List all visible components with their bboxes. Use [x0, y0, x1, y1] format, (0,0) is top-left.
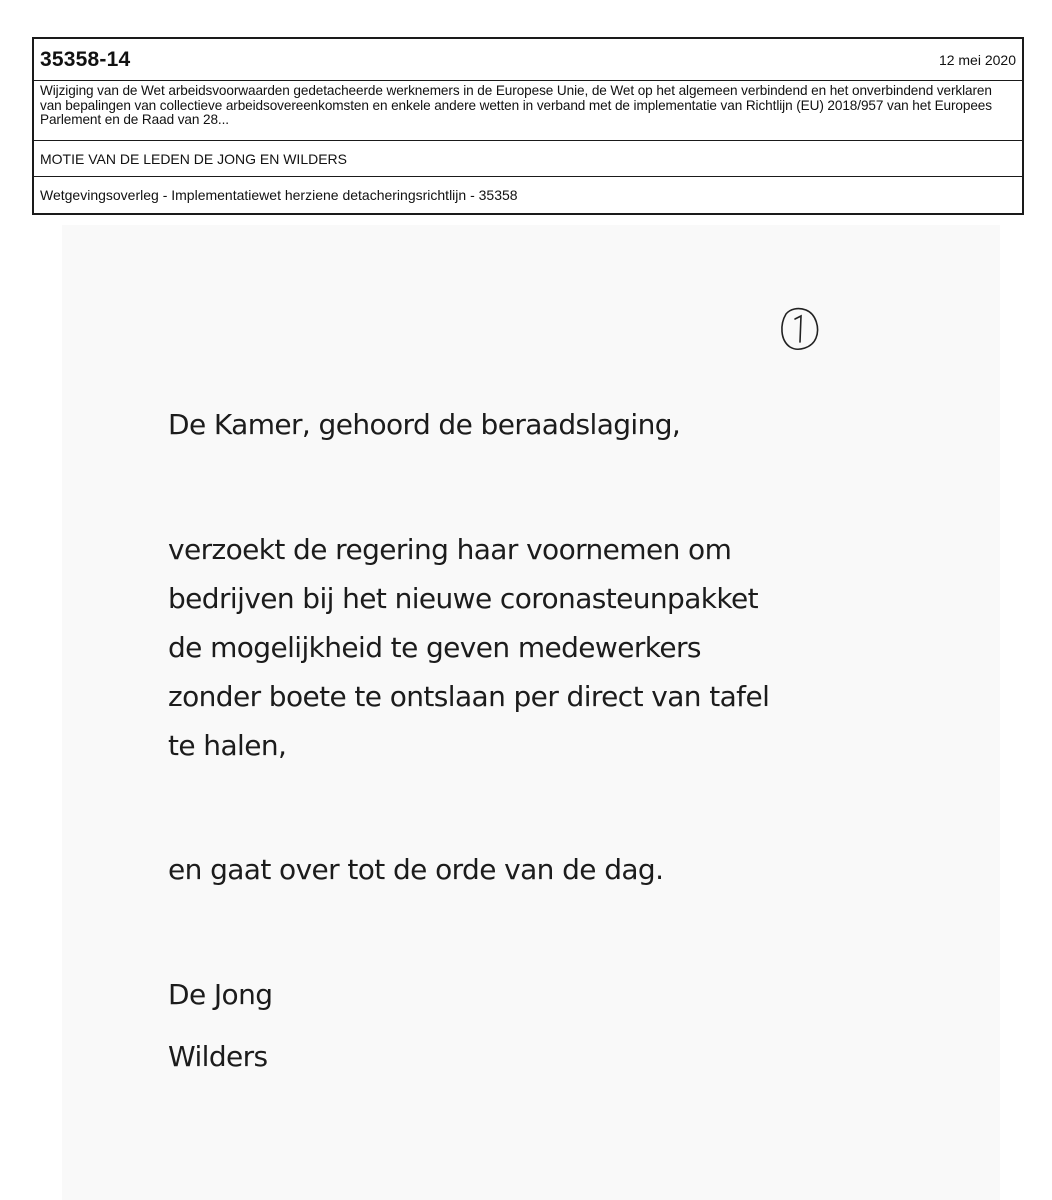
document-number: 35358-14	[40, 47, 131, 71]
signer-de-jong: De Jong	[168, 978, 273, 1011]
motion-closing: en gaat over tot de orde van de dag.	[168, 853, 664, 886]
document-header	[32, 37, 1024, 215]
header-motion-row	[34, 141, 1022, 177]
motion-title: MOTIE VAN DE LEDEN DE JONG EN WILDERS	[40, 150, 348, 167]
meeting-title: Wetgevingsoverleg - Implementatiewet herziene detacheringsrichtlijn - 35358	[40, 187, 518, 203]
handwritten-circled-number	[776, 306, 822, 352]
header-meeting-row	[34, 177, 1022, 213]
header-subject-row	[34, 81, 1022, 141]
motion-request: verzoekt de regering haar voornemen om bedrijven bij het nieuwe coronasteunpakket de mogelijkheid te geven medewerkers zonder boete te ontslaan per direct van tafel te halen,	[168, 533, 770, 762]
signer-wilders: Wilders	[168, 1040, 268, 1073]
document-subject: Wijziging van de Wet arbeidsvoorwaarden gedetacheerde werknemers in de Europese Unie, de Wet op het algemeen verbindend en het onverbindend verklaren van bepalingen van collectieve arbeidsovereenkomsten en enkele andere wetten in verband met de implementatie van Richtlijn (EU) 2018/957 van het Europees Parlement en de Raad van 28...	[40, 83, 992, 127]
header-top-row	[34, 39, 1022, 81]
document-date: 12 mei 2020	[938, 51, 1016, 68]
motion-opening: De Kamer, gehoord de beraadslaging,	[168, 408, 681, 441]
